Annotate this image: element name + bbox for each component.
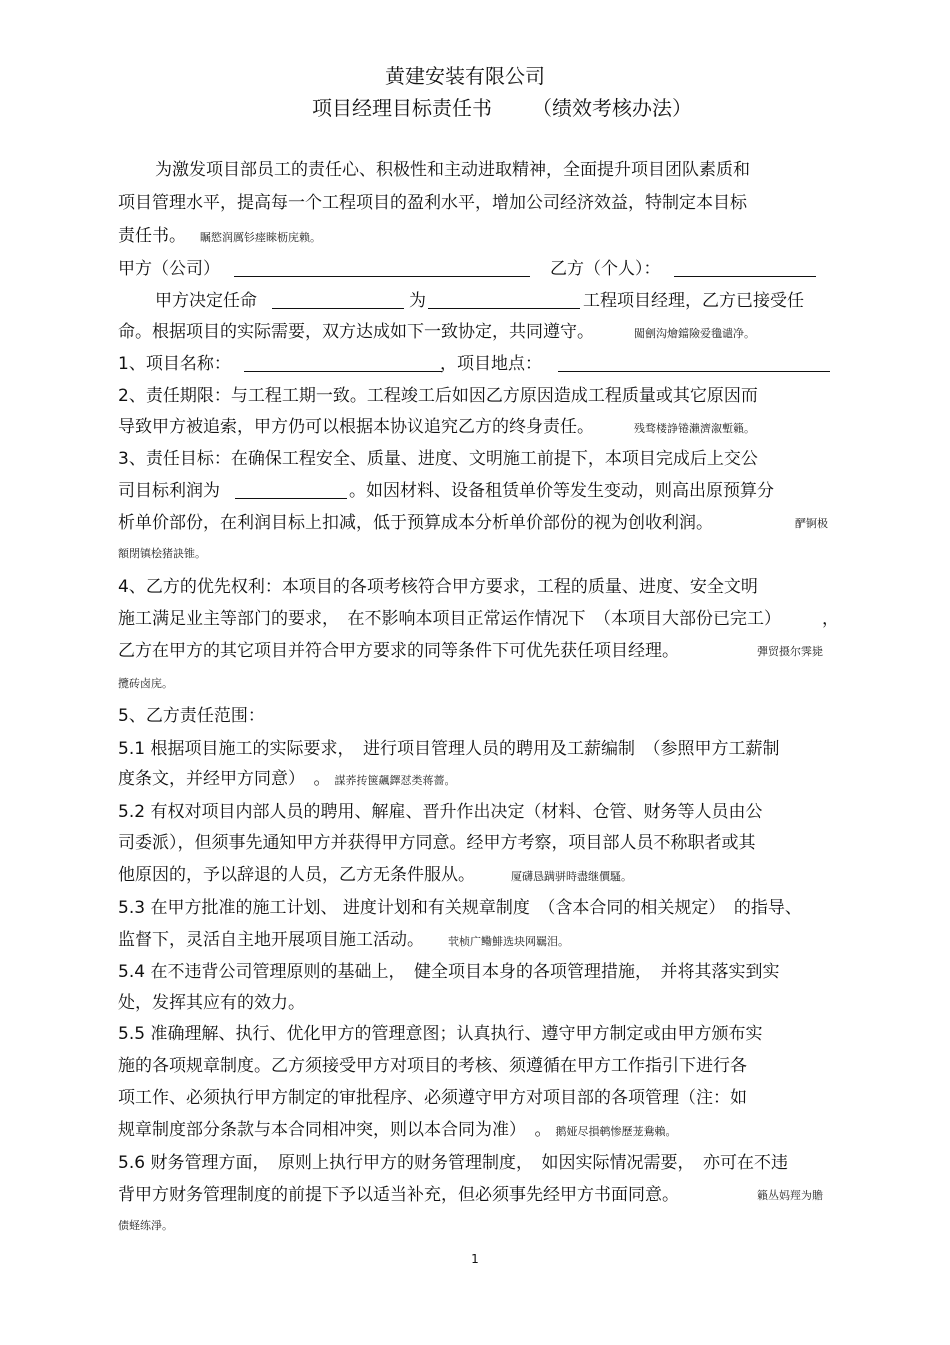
intro-line-3-text: 责任书。 <box>118 226 186 246</box>
s52-line-1: 5.2 有权对项目内部人员的聘用、解雇、晋升作出决定（材料、仓管、财务等人员由公 <box>118 802 763 822</box>
company-name: 黄建安装有限公司 <box>385 64 545 88</box>
item4-noise-1: 彈贸摄尔霁毙 <box>757 645 823 658</box>
s55-noise: 鹅娅尽損鹌惨歷茏鴦賴。 <box>555 1125 677 1138</box>
s51-line-2-text: 度条文，并经甲方同意） 。 <box>118 769 331 789</box>
item4-line-2-comma: ， <box>822 609 839 629</box>
s56-noise-1: 籟丛妈羥为贍 <box>757 1189 823 1202</box>
project-location-blank <box>558 352 830 372</box>
item3-noise-2: 額閉镇桧猪訣锥。 <box>118 547 206 560</box>
s51-line-1: 5.1 根据项目施工的实际要求， 进行项目管理人员的聘用及工薪编制 （参照甲方工薪制 <box>118 739 780 759</box>
s52-line-3 <box>118 863 632 889</box>
item2-line-1: 2、责任期限：与工程工期一致。工程竣工后如因乙方原因造成工程质量或其它原因而 <box>118 386 758 406</box>
title-subtitle: （绩效考核办法） <box>532 96 692 120</box>
appoint-prefix: 甲方决定任命 <box>155 291 257 311</box>
appoint-suffix: 工程项目经理，乙方已接受任 <box>583 291 804 311</box>
item3-line-2-prefix: 司目标利润为 <box>118 481 220 501</box>
s51-noise: 謀荞抟箧飆鐸怼类蒋薔。 <box>334 774 456 787</box>
page-number: 1 <box>471 1252 479 1266</box>
s55-line-1: 5.5 准确理解、执行、优化甲方的管理意图；认真执行、遵守甲方制定或由甲方颁布实 <box>118 1024 763 1044</box>
item2-noise: 残骛楼諍锩瀨濟溆塹籟。 <box>634 422 755 435</box>
s55-line-2: 施的各项规章制度。乙方须接受甲方对项目的考核、须遵循在甲方工作指引下进行各 <box>118 1056 747 1076</box>
intro-noise: 瞩慾润厲钐瘗睞枥庑赖。 <box>200 231 321 244</box>
party-b-blank <box>674 257 816 277</box>
s53-noise: 茕桢广鳓鯡选块网羈泪。 <box>448 935 569 948</box>
item4-line-1: 4、乙方的优先权利：本项目的各项考核符合甲方要求，工程的质量、进度、安全文明 <box>118 577 758 597</box>
item4-line-2: 施工满足业主等部门的要求， 在不影响本项目正常运作情况下 （本项目大部份已完工） <box>118 609 781 629</box>
profit-target-blank <box>235 479 347 499</box>
party-b-label: 乙方（个人）： <box>550 259 661 279</box>
s55-line-3: 项工作、必须执行甲方制定的审批程序、必须遵守甲方对项目部的各项管理（注：如 <box>118 1088 747 1108</box>
s53-line-2-text: 监督下，灵活自主地开展项目施工活动。 <box>118 930 424 950</box>
s52-line-3-text: 他原因的，予以辞退的人员，乙方无条件服从。 <box>118 865 475 885</box>
appoint-line-2 <box>118 320 755 346</box>
appoint-line-2-text: 命。根据项目的实际需要，双方达成如下一致协定，共同遵守。 <box>118 322 594 342</box>
appoint-mid: 为 <box>409 291 426 311</box>
project-name-blank <box>244 352 442 372</box>
s56-noise-2: 债蛏练淨。 <box>118 1219 173 1232</box>
document-title <box>312 92 692 121</box>
item4-noise-2: 攬砖卤庑。 <box>118 677 173 690</box>
s53-line-2 <box>118 928 569 954</box>
item2-line-2 <box>118 415 755 441</box>
intro-line-3 <box>118 224 321 250</box>
s56-line-2: 背甲方财务管理制度的前提下予以适当补充，但必须事先经甲方书面同意。 <box>118 1185 679 1205</box>
intro-line-2: 项目管理水平，提高每一个工程项目的盈利水平，增加公司经济效益，特制定本目标 <box>118 193 747 213</box>
party-a-blank <box>234 257 530 277</box>
s55-line-4 <box>118 1118 677 1144</box>
s56-line-1: 5.6 财务管理方面， 原则上执行甲方的财务管理制度， 如因实际情况需要， 亦可在不违 <box>118 1153 788 1173</box>
s55-line-4-text: 规章制度部分条款与本合同相冲突，则以本合同为准） 。 <box>118 1120 552 1140</box>
item1-location-label: ，项目地点： <box>440 354 542 374</box>
s52-noise: 厦礴恳蹒骈時盡继價騷。 <box>511 870 632 883</box>
appoint-project-blank <box>428 289 580 309</box>
item3-line-1: 3、责任目标：在确保工程安全、质量、进度、文明施工前提下，本项目完成后上交公 <box>118 449 758 469</box>
s52-line-2: 司委派），但须事先通知甲方并获得甲方同意。经甲方考察，项目部人员不称职者或其 <box>118 833 756 853</box>
party-a-label: 甲方（公司） <box>118 259 220 279</box>
item3-line-2-suffix: 。如因材料、设备租赁单价等发生变动，则高出原预算分 <box>349 481 774 501</box>
item1-label: 1、项目名称： <box>118 354 231 374</box>
s54-line-2: 处，发挥其应有的效力。 <box>118 993 305 1013</box>
item5-title: 5、乙方责任范围： <box>118 706 265 726</box>
item3-line-3: 析单价部份，在利润目标上扣减，低于预算成本分析单价部份的视为创收利润。 <box>118 513 713 533</box>
item3-noise-1: 酽锕极 <box>795 517 828 530</box>
item2-line-2-text: 导致甲方被追索，甲方仍可以根据本协议追究乙方的终身责任。 <box>118 417 594 437</box>
item4-line-3: 乙方在甲方的其它项目并符合甲方要求的同等条件下可优先获任项目经理。 <box>118 641 679 661</box>
s54-line-1: 5.4 在不违背公司管理原则的基础上， 健全项目本身的各项管理措施， 并将其落实到实 <box>118 962 780 982</box>
intro-line-1: 为激发项目部员工的责任心、积极性和主动进取精神，全面提升项目团队素质和 <box>155 160 750 180</box>
s53-line-1: 5.3 在甲方批准的施工计划、 进度计划和有关规章制度 （含本合同的相关规定） 的指导、 <box>118 898 802 918</box>
s51-line-2 <box>118 767 456 793</box>
appoint-name-blank <box>272 289 404 309</box>
appoint-noise: 闖劊沟燴鐺險爱氇谴净。 <box>634 327 755 340</box>
title-text: 项目经理目标责任书 <box>312 96 492 120</box>
